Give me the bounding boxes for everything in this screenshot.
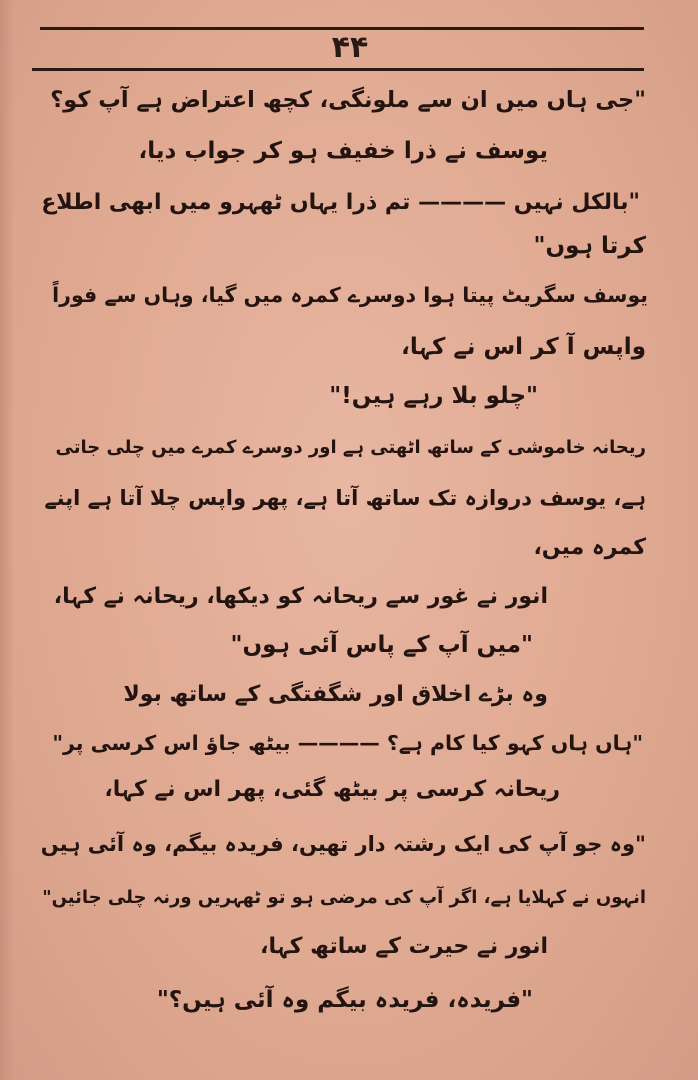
page-edge-shadow	[0, 0, 14, 1080]
text-line: انور نے غور سے ریحانہ کو دیکھا، ریحانہ نے کہا،	[53, 584, 548, 609]
text-line: "فریدہ، فریدہ بیگم وہ آئی ہیں؟"	[156, 987, 533, 1013]
text-line: ہے، یوسف دروازہ تک ساتھ آتا ہے، پھر واپس چلا آتا ہے اپنے	[44, 486, 646, 510]
header-rule-bottom	[32, 68, 644, 71]
text-line: انور نے حیرت کے ساتھ کہا،	[260, 934, 548, 959]
text-line: "ہاں ہاں کہو کیا کام ہے؟ ———— بیٹھ جاؤ اس کرسی پر"	[52, 731, 643, 755]
text-line: "بالکل نہیں ———— تم ذرا یہاں ٹھہرو میں ابھی اطلاع	[41, 190, 640, 215]
text-line: "وہ جو آپ کی ایک رشتہ دار تھیں، فریدہ بیگم، وہ آئی ہیں	[40, 832, 646, 856]
text-line: یوسف نے ذرا خفیف ہو کر جواب دیا،	[138, 138, 548, 164]
text-line: "چلو بلا رہے ہیں!"	[329, 383, 538, 409]
text-line: "جی ہاں میں ان سے ملونگی، کچھ اعتراض ہے آپ کو؟	[50, 87, 646, 113]
text-line: واپس آ کر اس نے کہا،	[401, 334, 646, 360]
text-line: کرتا ہوں"	[533, 233, 646, 259]
text-line: وہ بڑے اخلاق اور شگفتگی کے ساتھ بولا	[123, 682, 548, 707]
text-line: انہوں نے کہلایا ہے، اگر آپ کی مرضی ہو تو ٹھہریں ورنہ چلی جائیں"	[42, 887, 646, 908]
text-line: ریحانہ کرسی پر بیٹھ گئی، پھر اس نے کہا،	[104, 777, 560, 802]
text-line: ریحانہ خاموشی کے ساتھ اٹھتی ہے اور دوسرے کمرے میں چلی جاتی	[55, 437, 646, 458]
page-number: ۴۴	[331, 30, 369, 65]
text-line: کمرہ میں،	[533, 535, 646, 560]
text-line: "میں آپ کے پاس آئی ہوں"	[230, 632, 533, 658]
text-line: یوسف سگریٹ پیتا ہوا دوسرے کمرہ میں گیا، وہاں سے فوراً	[52, 283, 648, 307]
